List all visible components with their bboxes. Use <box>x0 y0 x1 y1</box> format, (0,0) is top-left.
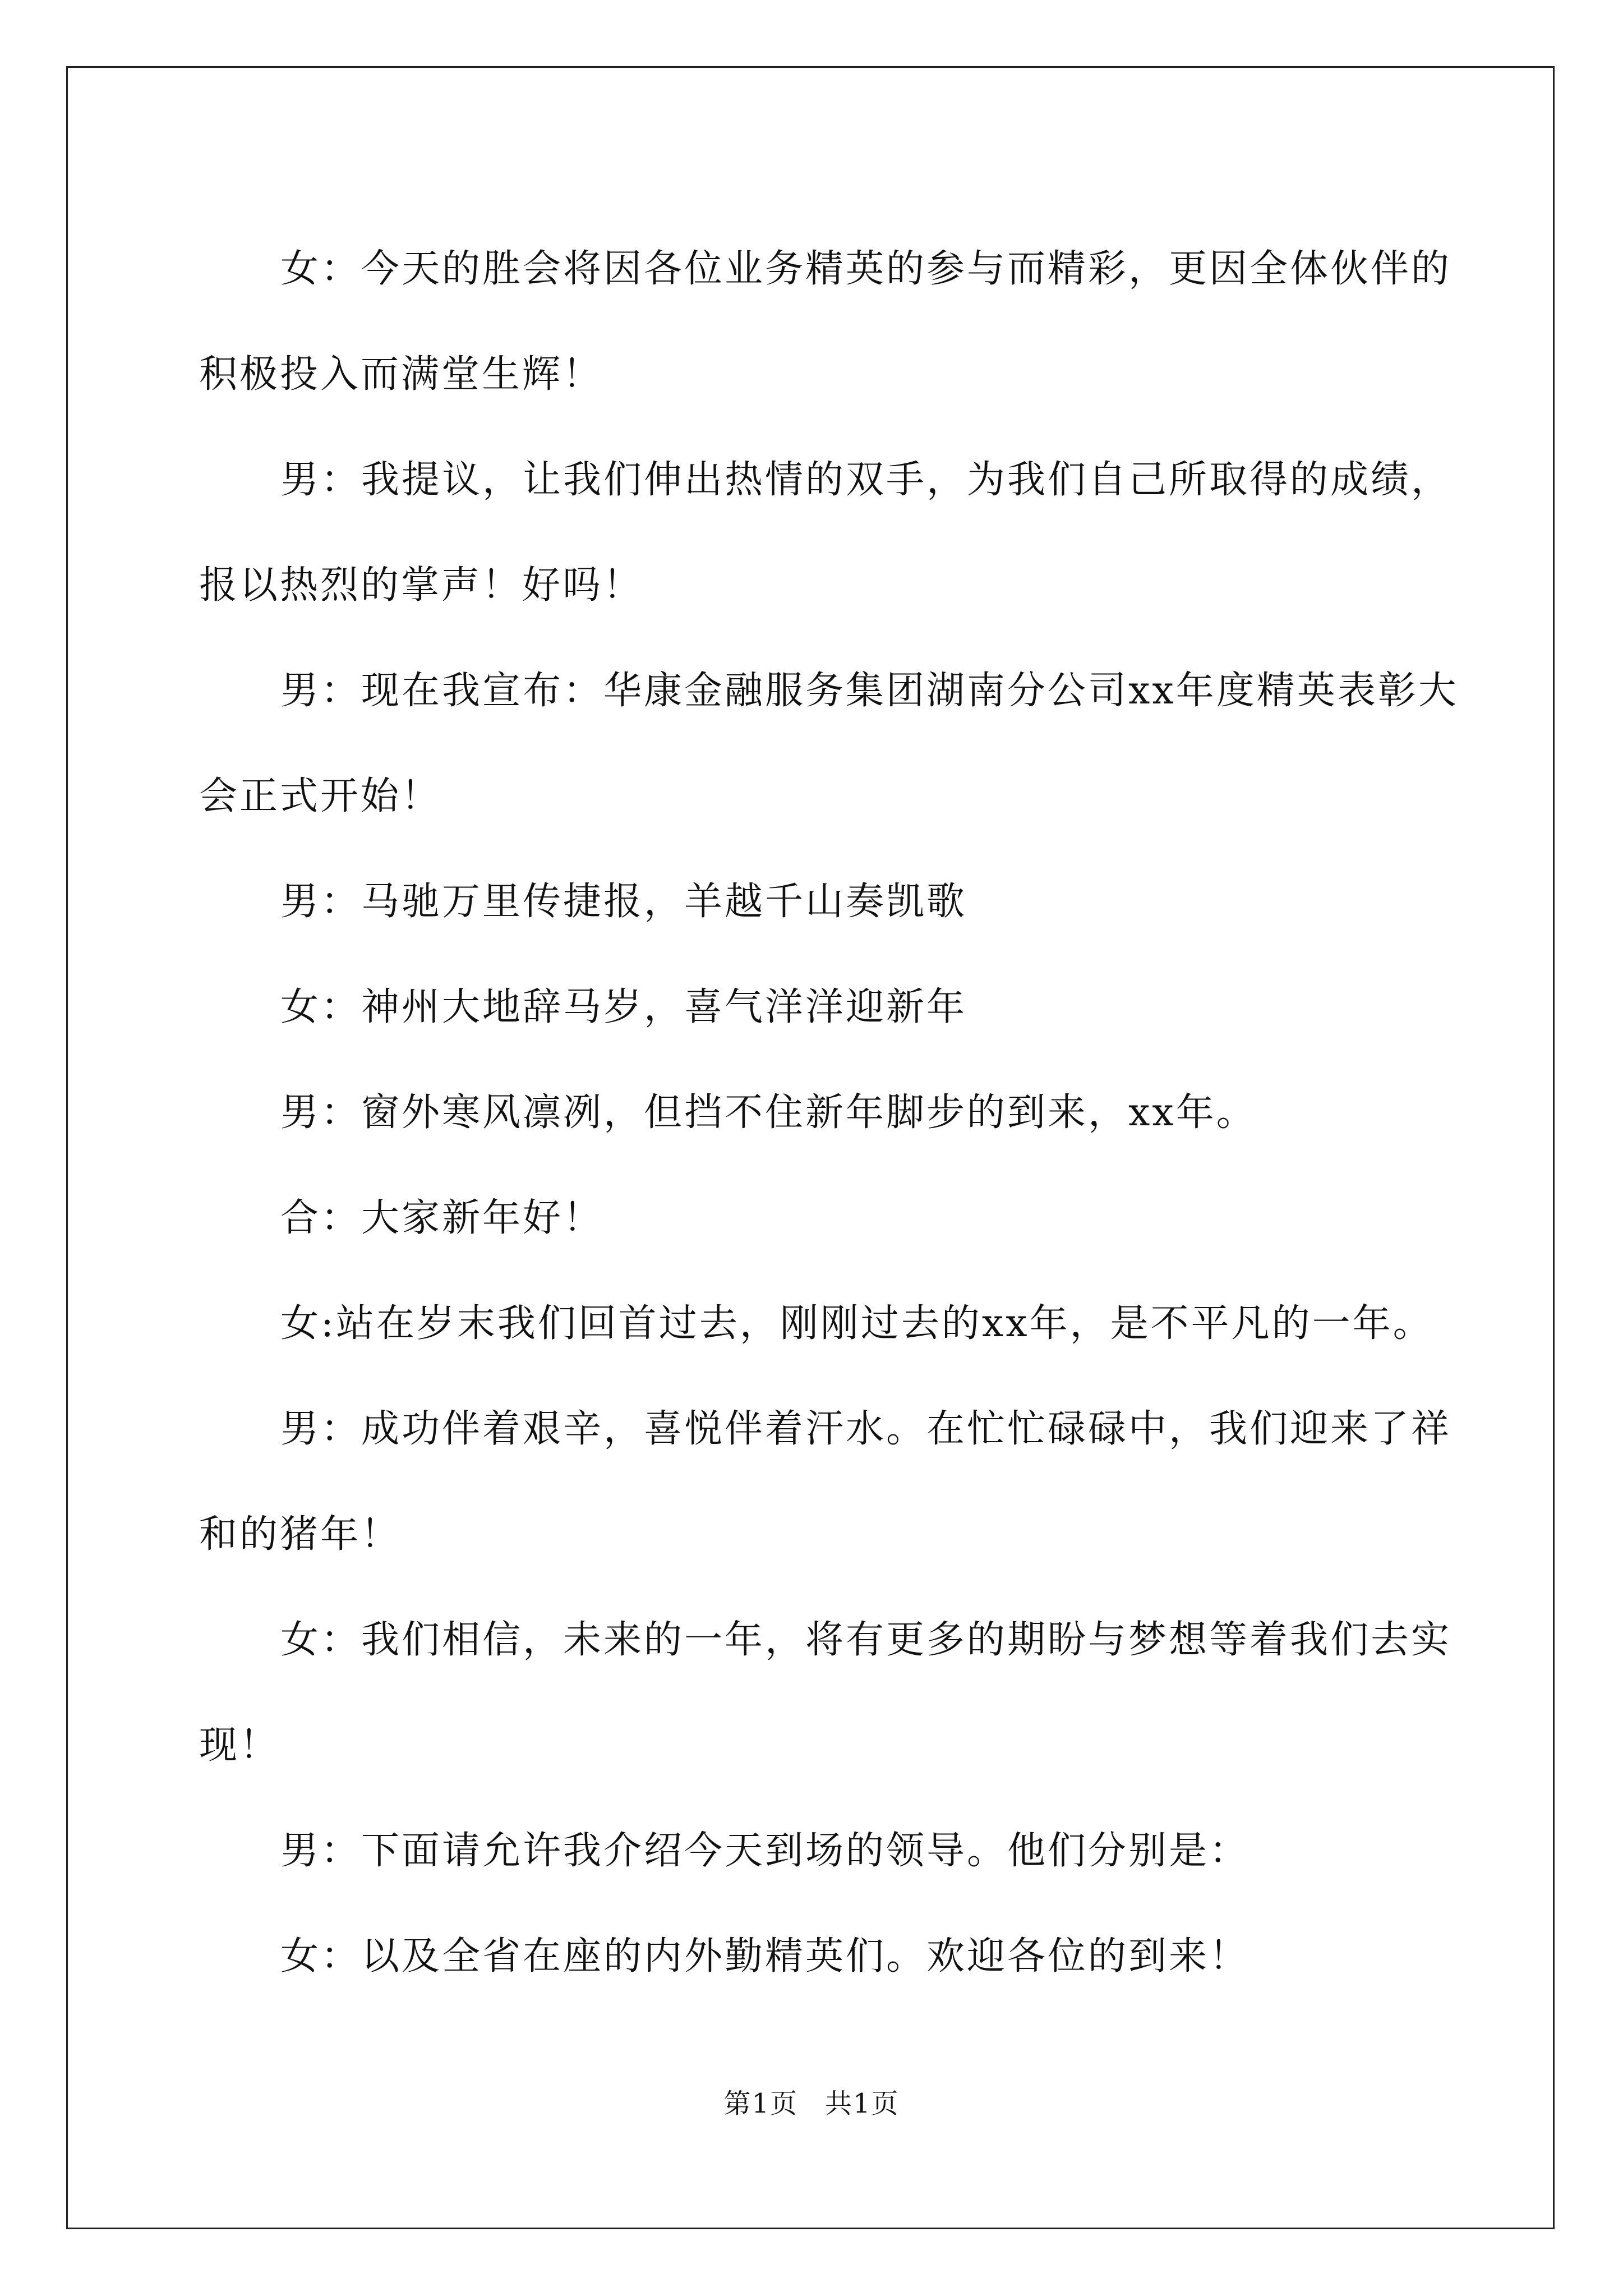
paragraph: 女：今天的胜会将因各位业务精英的参与而精彩，更因全体伙伴的积极投入而满堂生辉！ <box>199 247 1452 397</box>
page-footer <box>0 2087 1623 2120</box>
paragraph: 女：我们相信，未来的一年，将有更多的期盼与梦想等着我们去实现！ <box>199 1618 1452 1768</box>
paragraph: 男：马驰万里传捷报，羊越千山奏凯歌 <box>280 880 967 924</box>
paragraph: 男：成功伴着艰辛，喜悦伴着汗水。在忙忙碌碌中，我们迎来了祥和的猪年！ <box>199 1407 1452 1557</box>
paragraph: 女:站在岁末我们回首过去，刚刚过去的xx年，是不平凡的一年。 <box>280 1301 1433 1346</box>
paragraph: 男：现在我宣布：华康金融服务集团湖南分公司xx年度精英表彰大会正式开始！ <box>199 669 1459 818</box>
paragraph: 男：窗外寒风凛冽，但挡不住新年脚步的到来，xx年。 <box>280 1091 1257 1135</box>
page-number-current: 第1页 <box>723 2088 798 2119</box>
paragraph: 男：下面请允许我介绍今天到场的领导。他们分别是： <box>280 1829 1250 1873</box>
paragraph: 女：以及全省在座的内外勤精英们。欢迎各位的到来！ <box>280 1934 1250 1978</box>
document-body <box>199 217 1472 2009</box>
paragraph: 合：大家新年好！ <box>280 1196 604 1240</box>
page-number-total: 共1页 <box>825 2088 900 2119</box>
paragraph: 男：我提议，让我们伸出热情的双手，为我们自己所取得的成绩，报以热烈的掌声！好吗！ <box>199 458 1452 608</box>
paragraph: 女：神州大地辞马岁，喜气洋洋迎新年 <box>280 985 967 1029</box>
